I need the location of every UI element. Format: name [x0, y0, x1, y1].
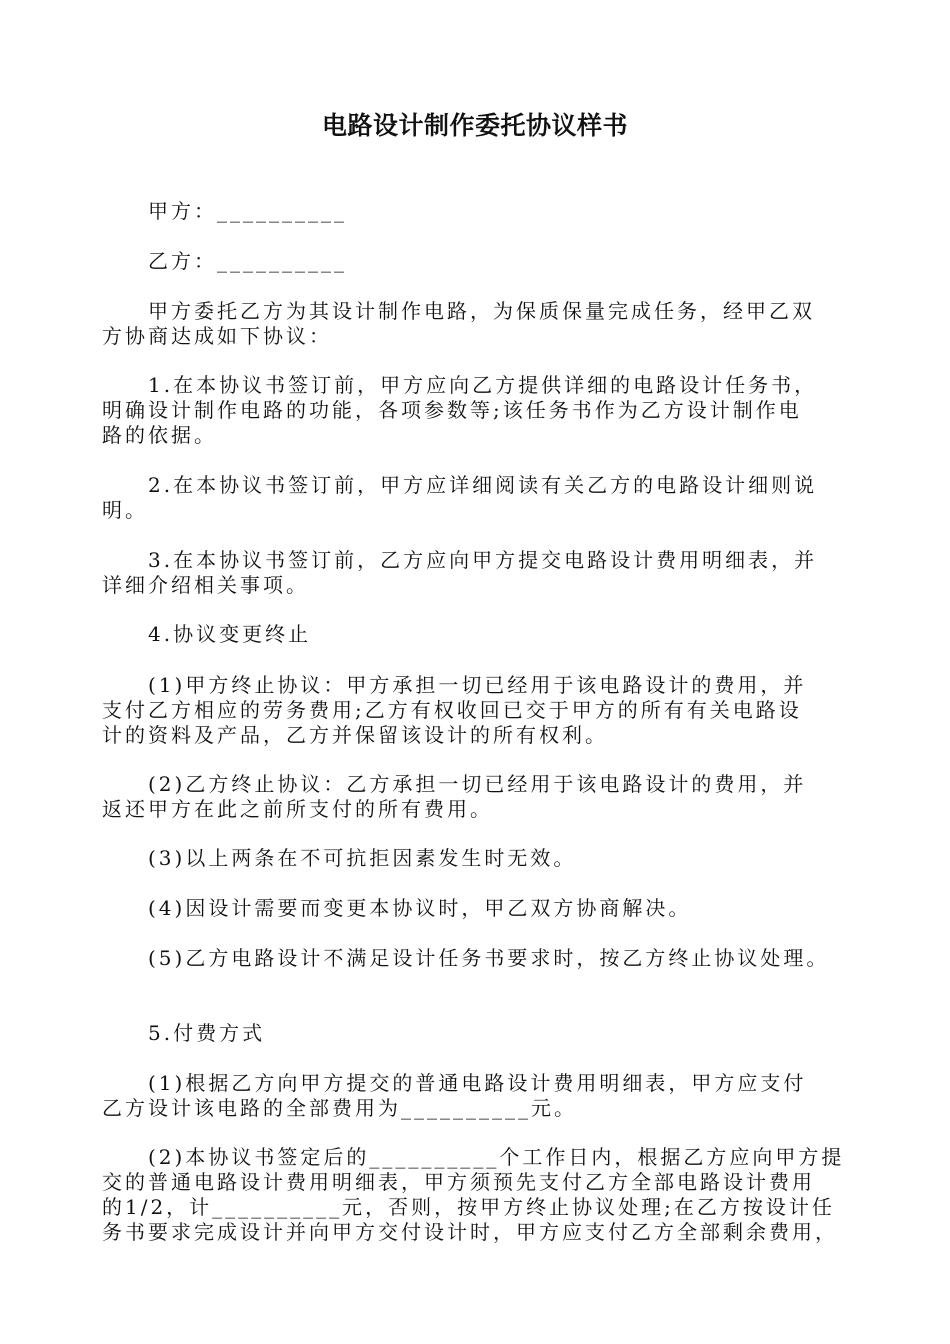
- paragraph-line: (3)以上两条在不可抗拒因素发生时无效。: [102, 846, 577, 870]
- paragraph-line: 交的普通电路设计费用明细表，甲方须预先支付乙方全部电路设计费用: [102, 1170, 815, 1194]
- clause-4-4: [102, 896, 852, 921]
- clause-5-1: [102, 1071, 852, 1121]
- paragraph-line: 乙方设计该电路的全部费用为__________元。: [102, 1096, 577, 1120]
- paragraph-line: (4)因设计需要而变更本协议时，甲乙双方协商解决。: [102, 896, 692, 920]
- paragraph-line: 4.协议变更终止: [102, 622, 312, 646]
- clause-4-heading: [102, 622, 852, 647]
- party-a-line: [102, 199, 852, 224]
- paragraph-line: 3.在本协议书签订前，乙方应向甲方提交电路设计费用明细表，并: [102, 548, 818, 572]
- clause-4-2: [102, 772, 852, 822]
- paragraph-line: 1.在本协议书签订前，甲方应向乙方提供详细的电路设计任务书，: [102, 373, 818, 397]
- intro-paragraph: [102, 299, 852, 349]
- paragraph-line: 5.付费方式: [102, 1021, 266, 1045]
- clause-3: [102, 548, 852, 598]
- clause-5-heading: [102, 1021, 852, 1046]
- paragraph-line: (1)根据乙方向甲方提交的普通电路设计费用明细表，甲方应支付: [102, 1071, 807, 1095]
- paragraph-line: 详细介绍相关事项。: [102, 573, 309, 597]
- clause-1: [102, 373, 852, 448]
- paragraph-line: 2.在本协议书签订前，甲方应详细阅读有关乙方的电路设计细则说: [102, 473, 818, 497]
- paragraph-line: 方协商达成如下协议：: [102, 324, 332, 348]
- paragraph-line: (2)本协议书签定后的__________个工作日内，根据乙方应向甲方提: [102, 1145, 845, 1169]
- paragraph-line: 明确设计制作电路的功能，各项参数等;该任务书作为乙方设计制作电: [102, 398, 802, 422]
- paragraph-line: 甲方委托乙方为其设计制作电路，为保质保量完成任务，经甲乙双: [102, 299, 815, 323]
- document-title: 电路设计制作委托协议样书: [321, 111, 628, 140]
- paragraph-line: 支付乙方相应的劳务费用;乙方有权收回已交于甲方的所有有关电路设: [102, 698, 802, 722]
- clause-5-2: [102, 1145, 852, 1245]
- paragraph-line: 返还甲方在此之前所支付的所有费用。: [102, 797, 493, 821]
- paragraph-line: 甲方：__________: [102, 199, 347, 223]
- paragraph-line: 路的依据。: [102, 423, 217, 447]
- clause-4-1: [102, 673, 852, 748]
- paragraph-line: (2)乙方终止协议：乙方承担一切已经用于该电路设计的费用，并: [102, 772, 807, 796]
- paragraph-line: 计的资料及产品，乙方并保留该设计的所有权利。: [102, 723, 608, 747]
- paragraph-line: 的1/2，计__________元，否则，按甲方终止协议处理;在乙方按设计任: [102, 1195, 835, 1219]
- paragraph-line: 务书要求完成设计并向甲方交付设计时，甲方应支付乙方全部剩余费用，: [102, 1220, 838, 1244]
- paragraph-line: 乙方：__________: [102, 249, 347, 273]
- paragraph-line: (1)甲方终止协议：甲方承担一切已经用于该电路设计的费用，并: [102, 673, 807, 697]
- clause-2: [102, 473, 852, 523]
- clause-4-3: [102, 846, 852, 871]
- paragraph-line: (5)乙方电路设计不满足设计任务书要求时，按乙方终止协议处理。: [102, 946, 830, 970]
- party-b-line: [102, 249, 852, 274]
- paragraph-line: 明。: [102, 498, 148, 522]
- clause-4-5: [102, 946, 852, 971]
